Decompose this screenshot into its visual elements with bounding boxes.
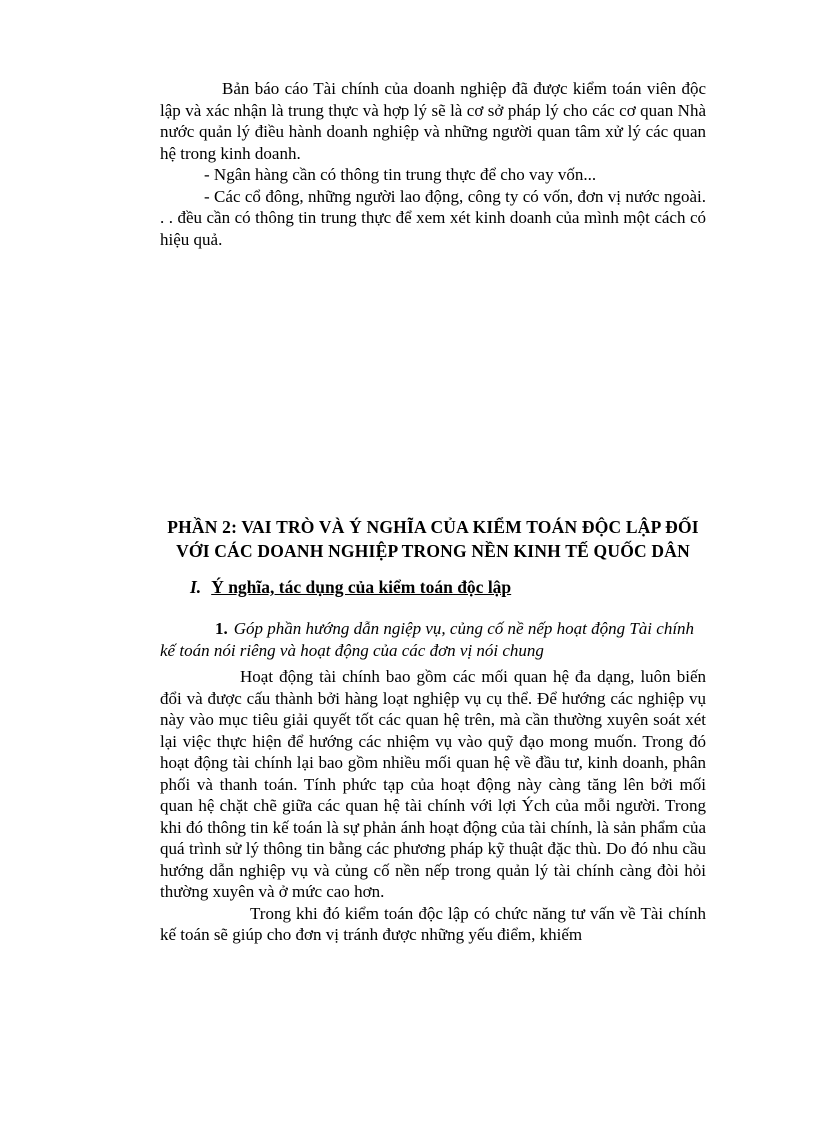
section-number: I. bbox=[190, 577, 202, 597]
bullet-bank: - Ngân hàng cần có thông tin trung thực để cho vay vốn... bbox=[204, 165, 597, 184]
bullet-shareholders: - Các cổ đông, những người lao động, công ty có vốn, đơn vị nước ngoài. . . đều cần có thông tin trung thực để xem xét kinh doanh của mình một cách có hiệu quả. bbox=[160, 186, 706, 249]
section-title: Ý nghĩa, tác dụng của kiểm toán độc lập bbox=[211, 577, 512, 597]
part2-heading: PHẦN 2: VAI TRÒ VÀ Ý NGHĨA CỦA KIỂM TOÁN ĐỘC LẬP ĐỐI VỚI CÁC DOANH NGHIỆP TRONG NỀN KINH TẾ QUỐC DÂN bbox=[167, 517, 699, 561]
subsection-heading bbox=[160, 618, 706, 662]
main-body-section bbox=[160, 666, 706, 946]
section-heading bbox=[160, 576, 706, 598]
subsection-title: Góp phần hướng dẫn ngiệp vụ, củng cố nề nếp hoạt động Tài chính kế toán nói riêng và hoạt động của các đơn vị nói chung bbox=[160, 619, 695, 660]
subsection-number: 1. bbox=[215, 619, 228, 638]
intro-section bbox=[160, 78, 706, 250]
paragraph-audit-consulting: Trong khi đó kiểm toán độc lập có chức năng tư vấn về Tài chính kế toán sẽ giúp cho đơn vị tránh được những yếu điểm, khiếm bbox=[160, 903, 706, 944]
paragraph-financial-activity: Hoạt động tài chính bao gồm các mối quan hệ đa dạng, luôn biến đổi và được cấu thành bởi hàng loạt nghiệp vụ cụ thể. Để hướng các nghiệp vụ này vào mục tiêu giải quyết tốt các quan hệ trên, mà cần thường xuyên soát xét lại việc thực hiện để hướng các nhiệm vụ vào quỹ đạo mong muốn. Trong đó hoạt động tài chính lại bao gồm nhiều mối quan hệ về đầu tư, kinh doanh, phân phối và thanh toán. Tính phức tạp của hoạt động này càng tăng lên bởi mối quan hệ chặt chẽ giữa các quan hệ tài chính với lợi Ých của mỗi người. Trong khi đó thông tin kế toán là sự phản ánh hoạt động của tài chính, là sản phẩm của quá trình sử lý thông tin bằng các phương pháp kỹ thuật đặc thù. Do đó nhu cầu hướng dẫn nghiệp vụ và củng cố nền nếp trong quản lý tài chính càng đòi hỏi thường xuyên và ở mức cao hơn. bbox=[160, 667, 706, 901]
paragraph-financial-report: Bản báo cáo Tài chính của doanh nghiệp đã được kiểm toán viên độc lập và xác nhận là trung thực và hợp lý sẽ là cơ sở pháp lý cho các cơ quan Nhà nước quản lý điều hành doanh nghiệp và những người quan tâm xử lý các quan hệ trong kinh doanh. bbox=[160, 79, 706, 163]
